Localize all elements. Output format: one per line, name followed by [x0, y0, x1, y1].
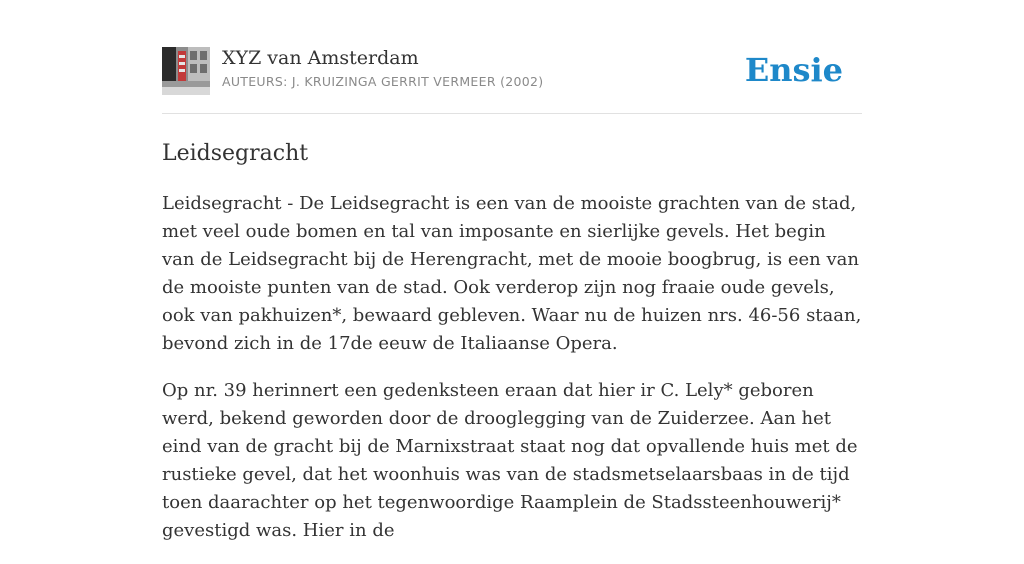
source-title[interactable]: XYZ van Amsterdam	[222, 47, 419, 69]
ensie-logo[interactable]: Ensie	[744, 51, 843, 89]
article-title: Leidsegracht	[162, 141, 309, 166]
article-body	[162, 190, 862, 545]
article-paragraph: Leidsegracht - De Leidsegracht is een van de mooiste grachten van de stad, met veel oude bomen en tal van imposante en sierlijke gevels. Het begin van de Leidsegracht bij de Herengracht, met de mooie boogbrug, is een van de mooiste punten van de stad. Ook verderop zijn nog fraaie oude gevels, ook van pakhuizen*, bewaard gebleven. Waar nu de huizen nrs. 46-56 staan, bevond zich in de 17de eeuw de Italiaanse Opera.	[162, 193, 862, 354]
content-column	[162, 0, 862, 564]
source-authors: AUTEURS: J. KRUIZINGA GERRIT VERMEER (2002)	[222, 74, 544, 89]
source-info	[222, 45, 543, 93]
source-avatar[interactable]	[162, 47, 210, 95]
source-header	[162, 0, 862, 114]
book-cover-image	[162, 47, 210, 95]
article-paragraph: Op nr. 39 herinnert een gedenksteen eraan dat hier ir C. Lely* geboren werd, bekend geworden door de drooglegging van de Zuiderzee. Aan het eind van de gracht bij de Marnixstraat staat nog dat opvallende huis met de rustieke gevel, dat het woonhuis was van de stadsmetselaarsbaas in de tijd toen daarachter op het tegenwoordige Raamplein de Stadssteenhouwerij* gevestigd was. Hier in de	[162, 380, 858, 541]
